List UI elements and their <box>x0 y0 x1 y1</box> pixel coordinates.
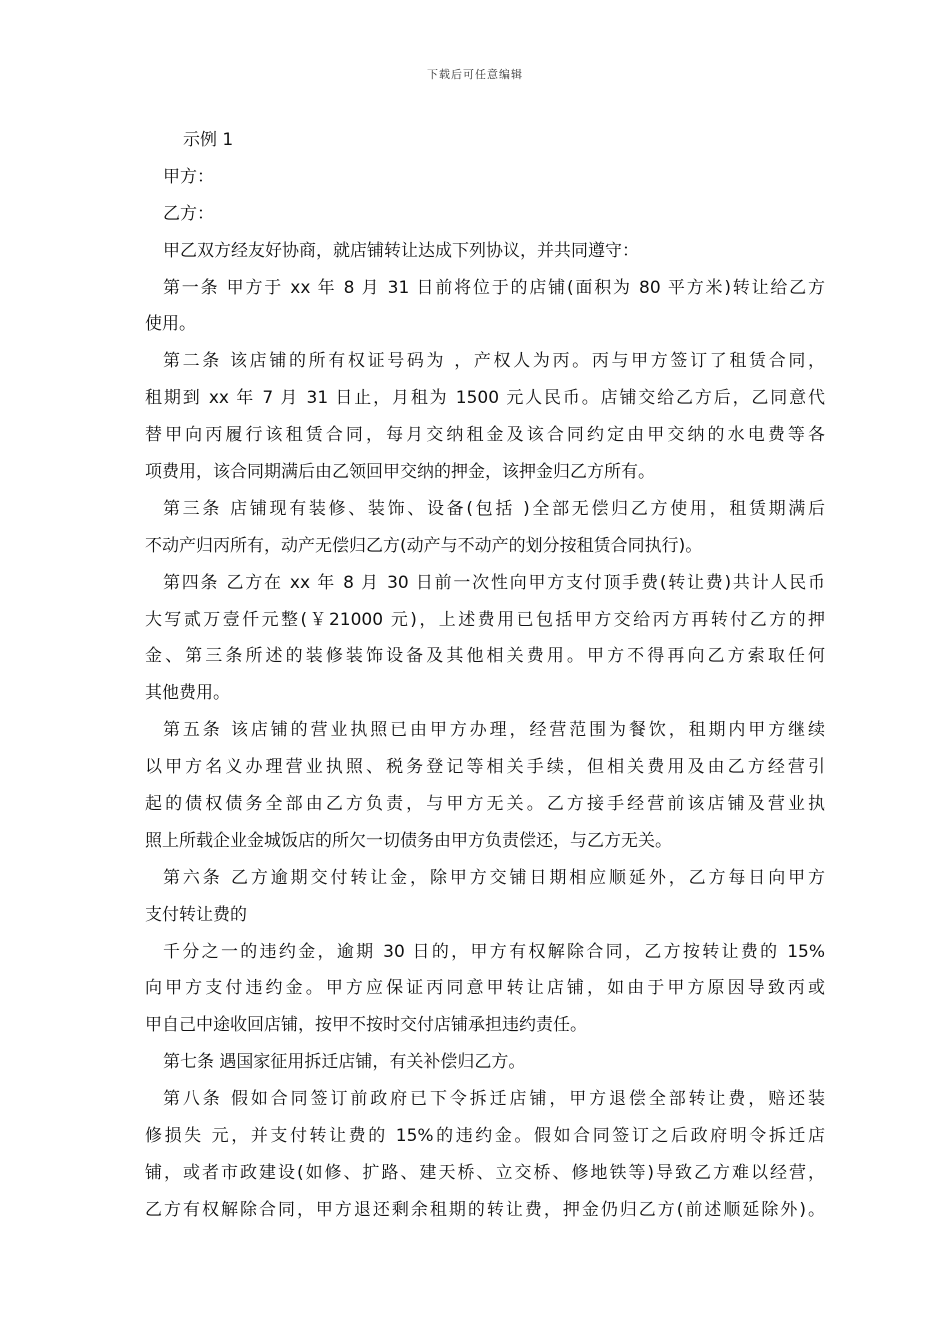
body-line: 第七条 遇国家征用拆迁店铺，有关补偿归乙方。 <box>163 1052 526 1073</box>
body-line: 不动产归丙所有，动产无偿归乙方(动产与不动产的划分按租赁合同执行)。 <box>145 535 703 556</box>
body-line: 支付转让费的 <box>145 904 247 925</box>
body-line: 替甲向丙履行该租赁合同，每月交纳租金及该合同约定由甲交纳的水电费等各 <box>145 425 825 446</box>
body-line: 甲自己中途收回店铺，按甲不按时交付店铺承担违约责任。 <box>145 1015 587 1036</box>
body-line: 照上所载企业金城饭店的所欠一切债务由甲方负责偿还，与乙方无关。 <box>145 830 672 851</box>
header-note: 下载后可任意编辑 <box>427 68 523 81</box>
body-line: 第八条 假如合同签订前政府已下令拆迁店铺，甲方退偿全部转让费，赔还装 <box>163 1089 825 1110</box>
body-line: 其他费用。 <box>145 683 230 704</box>
example-heading: 示例 1 <box>183 130 234 150</box>
agreement-body <box>145 122 825 1229</box>
body-line: 租期到 xx 年 7 月 31 日止，月租为 1500 元人民币。店铺交给乙方后，乙同意代 <box>145 388 825 409</box>
body-line: 第五条 该店铺的营业执照已由甲方办理，经营范围为餐饮，租期内甲方继续 <box>163 720 825 741</box>
body-line: 向甲方支付违约金。甲方应保证丙同意甲转让店铺，如由于甲方原因导致丙或 <box>145 978 825 999</box>
body-line: 第一条 甲方于 xx 年 8 月 31 日前将位于的店铺(面积为 80 平方米)转让给乙方 <box>163 277 825 298</box>
body-line: 以甲方名义办理营业执照、税务登记等相关手续，但相关费用及由乙方经营引 <box>145 757 825 778</box>
body-line: 甲方： <box>163 166 214 187</box>
body-line: 修损失 元，并支付转让费的 15%的违约金。假如合同签订之后政府明令拆迁店 <box>145 1126 825 1147</box>
body-line: 铺，或者市政建设(如修、扩路、建天桥、立交桥、修地铁等)导致乙方难以经营， <box>145 1162 825 1183</box>
body-line: 第四条 乙方在 xx 年 8 月 30 日前一次性向甲方支付顶手费(转让费)共计人民币 <box>163 572 825 593</box>
body-line: 甲乙双方经友好协商，就店铺转让达成下列协议，并共同遵守： <box>163 240 639 261</box>
body-line: 项费用，该合同期满后由乙领回甲交纳的押金，该押金归乙方所有。 <box>145 462 655 483</box>
body-line: 千分之一的违约金，逾期 30 日的，甲方有权解除合同，乙方按转让费的 15% <box>163 941 825 962</box>
body-line: 第二条 该店铺的所有权证号码为 ，产权人为丙。丙与甲方签订了租赁合同， <box>163 351 825 372</box>
body-line: 第六条 乙方逾期交付转让金，除甲方交铺日期相应顺延外，乙方每日向甲方 <box>163 867 825 888</box>
body-line: 使用。 <box>145 314 196 335</box>
body-line: 第三条 店铺现有装修、装饰、设备(包括 )全部无偿归乙方使用，租赁期满后 <box>163 498 825 519</box>
body-line: 乙方： <box>163 203 214 224</box>
body-line: 大写贰万壹仟元整(￥21000 元)，上述费用已包括甲方交给丙方再转付乙方的押 <box>145 609 825 630</box>
body-line: 起的债权债务全部由乙方负责，与甲方无关。乙方接手经营前该店铺及营业执 <box>145 794 825 815</box>
body-line: 乙方有权解除合同，甲方退还剩余租期的转让费，押金仍归乙方(前述顺延除外)。 <box>145 1199 825 1220</box>
body-line: 金、第三条所述的装修装饰设备及其他相关费用。甲方不得再向乙方索取任何 <box>145 646 825 667</box>
